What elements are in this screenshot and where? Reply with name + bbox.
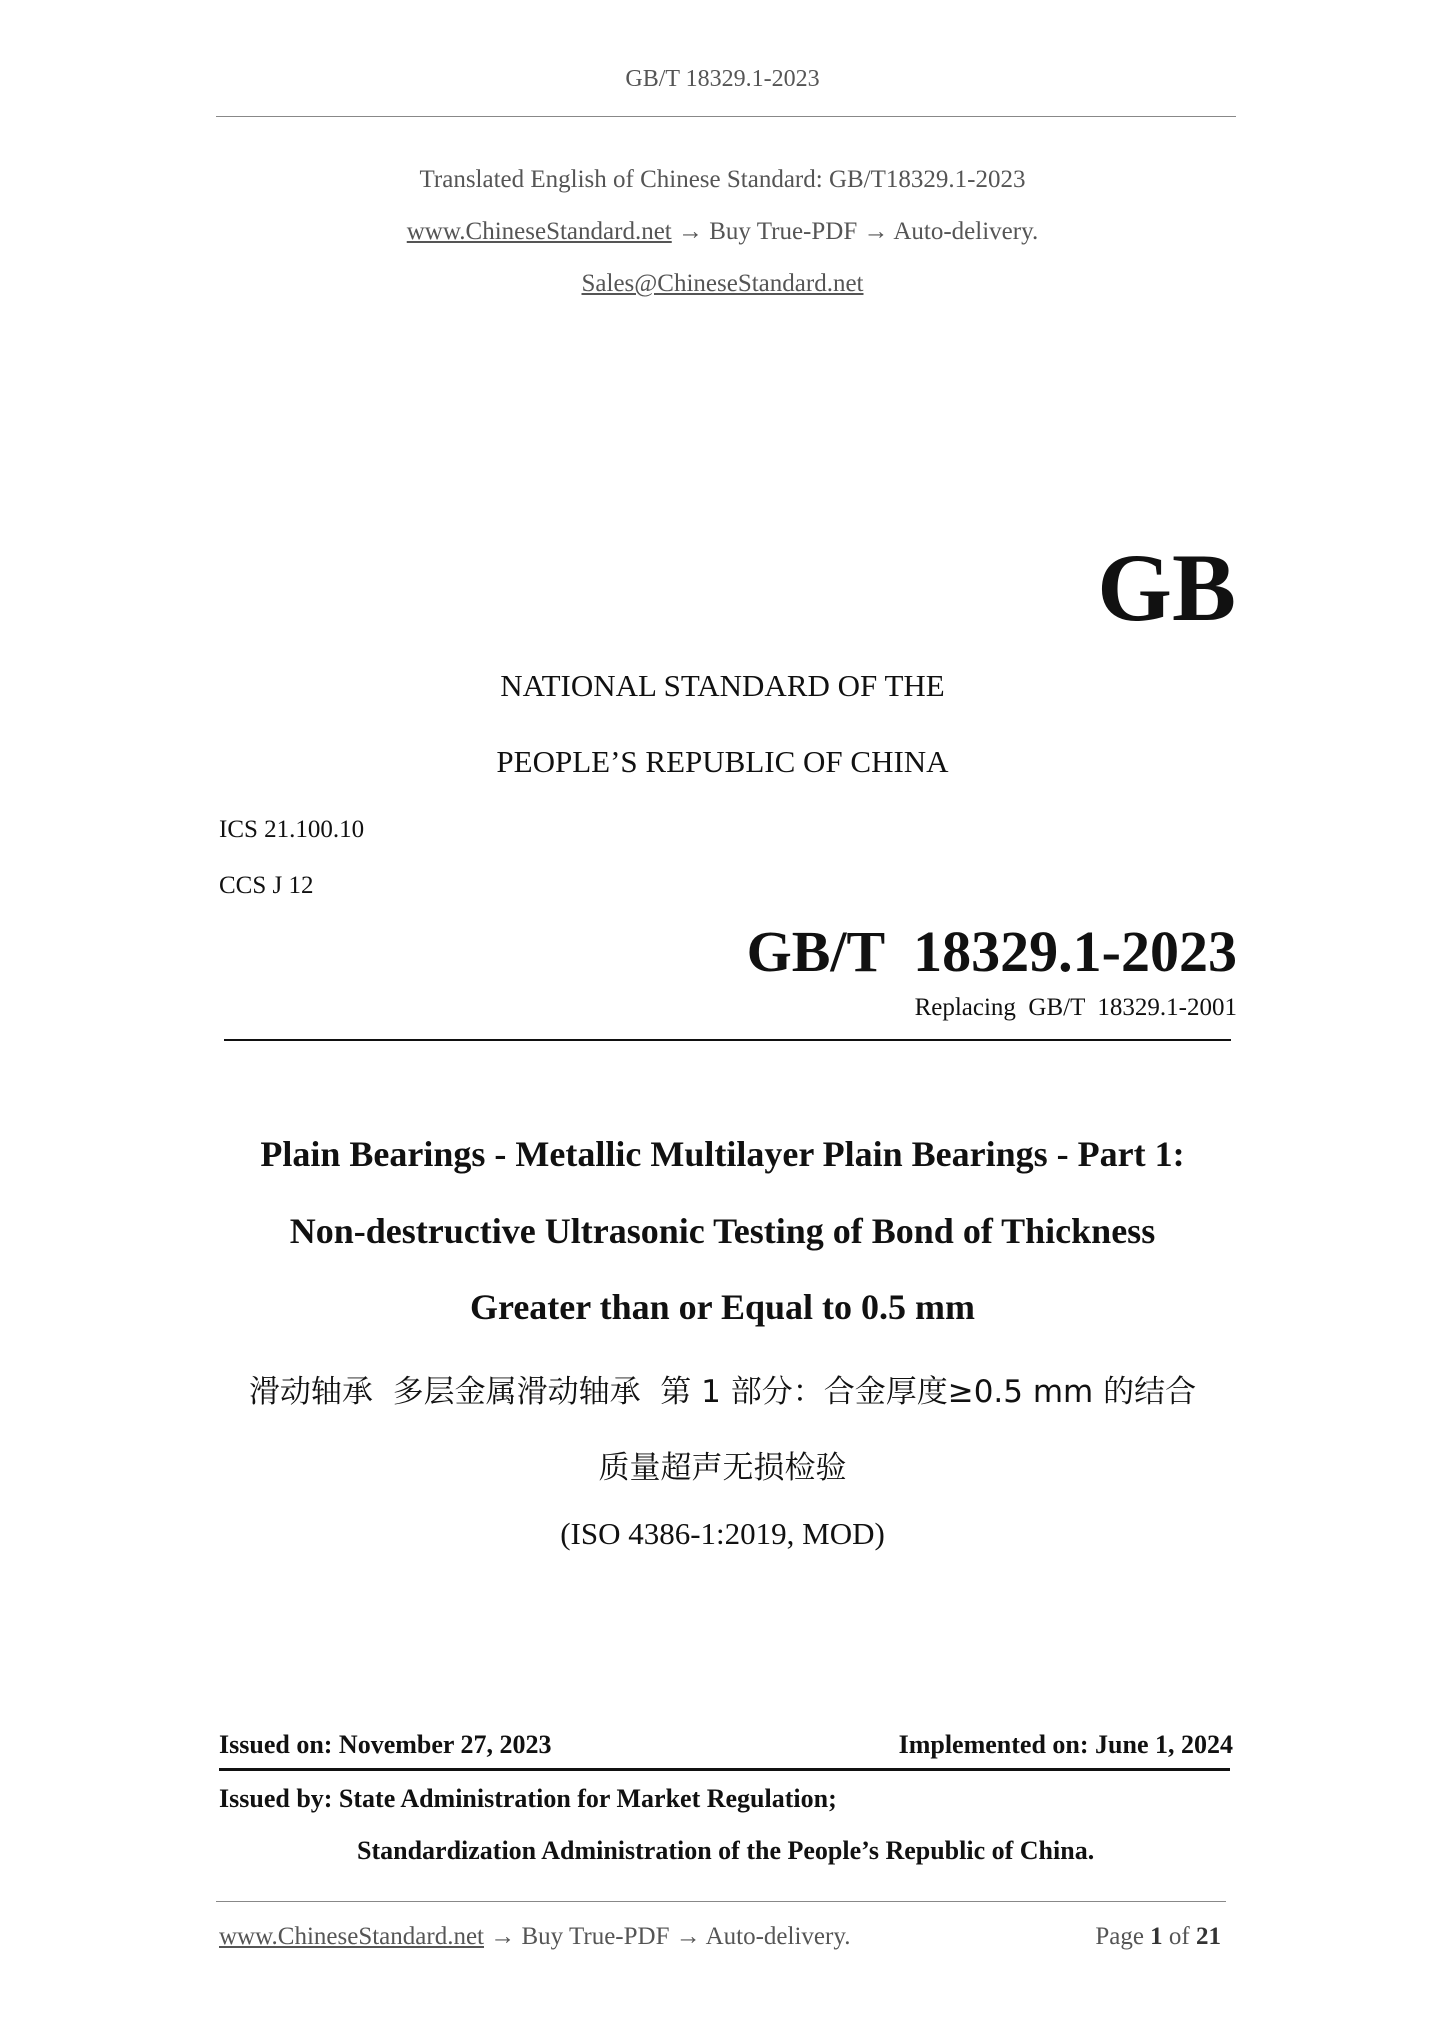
dates-divider bbox=[219, 1768, 1230, 1771]
iso-reference: (ISO 4386-1:2019, MOD) bbox=[560, 1516, 885, 1551]
issued-by-line1: Issued by: State Administration for Market Regulation; bbox=[219, 1784, 837, 1813]
header-divider bbox=[216, 116, 1236, 117]
arrow-right-icon: → bbox=[863, 218, 889, 245]
page-word: Page bbox=[1095, 1923, 1144, 1950]
arrow-right-icon: → bbox=[490, 1923, 516, 1950]
footer-site-link[interactable]: www.ChineseStandard.net bbox=[219, 1923, 484, 1950]
footer-auto-delivery-text: Auto-delivery. bbox=[705, 1923, 851, 1950]
title-line3: Greater than or Equal to 0.5 mm bbox=[470, 1287, 975, 1327]
replacing-line: Replacing GB/T 18329.1-2001 bbox=[914, 994, 1237, 1021]
gb-logo: GB bbox=[1097, 534, 1236, 641]
footer-buy-true-pdf-text: Buy True-PDF bbox=[521, 1923, 670, 1950]
number-divider bbox=[224, 1039, 1231, 1041]
implemented-on: Implemented on: June 1, 2024 bbox=[898, 1730, 1233, 1759]
national-standard-line2: PEOPLE’S REPUBLIC OF CHINA bbox=[496, 744, 949, 779]
ccs-code: CCS J 12 bbox=[219, 872, 314, 899]
page-current: 1 bbox=[1150, 1923, 1163, 1950]
arrow-right-icon: → bbox=[675, 1923, 701, 1950]
ics-code: ICS 21.100.10 bbox=[219, 816, 365, 843]
buy-line bbox=[0, 218, 1445, 246]
chinese-title-line1: 滑动轴承 多层金属滑动轴承 第 1 部分：合金厚度≥0.5 mm 的结合 bbox=[248, 1374, 1197, 1410]
page-total: 21 bbox=[1196, 1923, 1221, 1950]
running-header: GB/T 18329.1-2023 bbox=[625, 66, 820, 92]
title-line2: Non-destructive Ultrasonic Testing of Bond of Thickness bbox=[289, 1211, 1156, 1251]
issued-on: Issued on: November 27, 2023 bbox=[219, 1730, 552, 1759]
chinese-title-line2: 质量超声无损检验 bbox=[598, 1450, 847, 1486]
title-line1: Plain Bearings - Metallic Multilayer Plain Bearings - Part 1: bbox=[260, 1134, 1185, 1174]
standard-number: GB/T 18329.1-2023 bbox=[746, 919, 1237, 984]
of-word: of bbox=[1168, 1923, 1190, 1950]
auto-delivery-text: Auto-delivery. bbox=[893, 218, 1039, 245]
footer-buy-line bbox=[219, 1923, 850, 1951]
buy-true-pdf-text: Buy True-PDF bbox=[709, 218, 858, 245]
email-link[interactable]: Sales@ChineseStandard.net bbox=[581, 270, 864, 297]
translated-line: Translated English of Chinese Standard: GB/T18329.1-2023 bbox=[419, 166, 1026, 193]
national-standard-line1: NATIONAL STANDARD OF THE bbox=[500, 668, 945, 703]
arrow-right-icon: → bbox=[678, 218, 703, 245]
footer-divider bbox=[216, 1901, 1226, 1902]
page-indicator bbox=[1095, 1923, 1221, 1951]
issued-by-line2: Standardization Administration of the People’s Republic of China. bbox=[357, 1836, 1095, 1865]
site-link[interactable]: www.ChineseStandard.net bbox=[406, 218, 672, 245]
